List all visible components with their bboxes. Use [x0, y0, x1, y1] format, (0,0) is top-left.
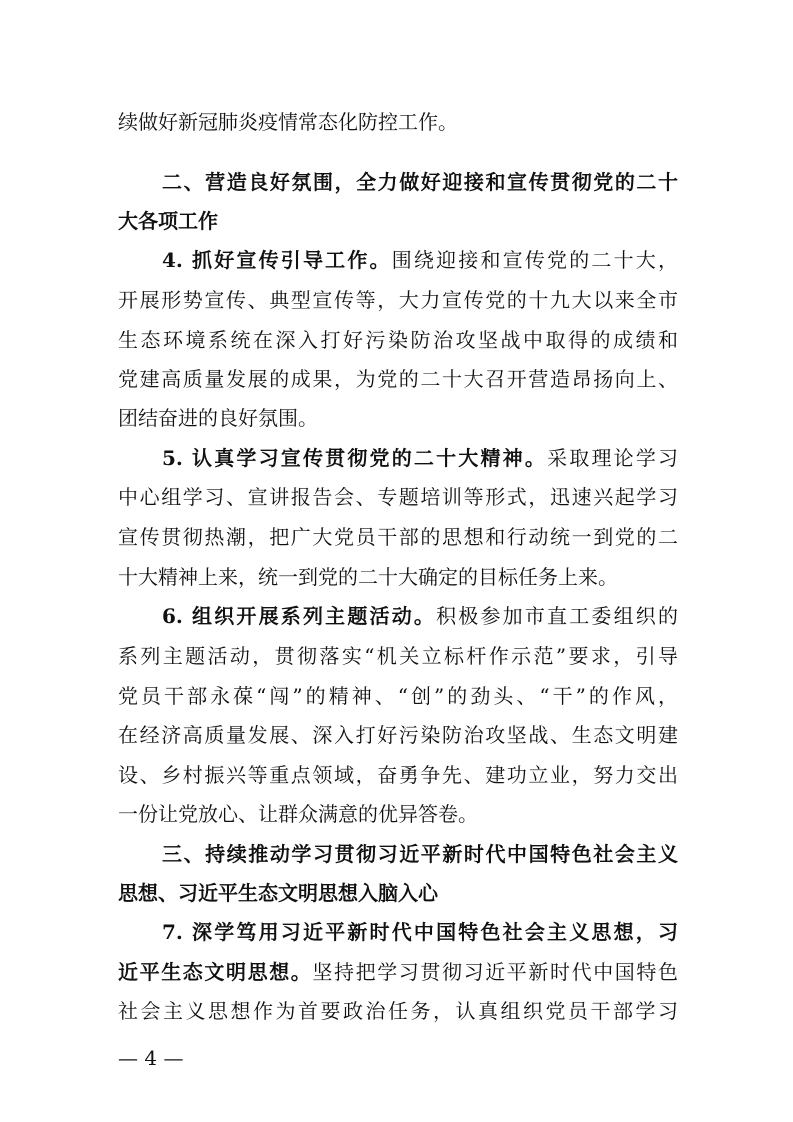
body-text: 续做好新冠肺炎疫情常态化防控工作。	[118, 110, 458, 134]
body-text: 党建高质量发展的成果，为党的二十大召开营造昂扬向上、	[118, 367, 678, 391]
item-7-line-3	[118, 999, 678, 1023]
item-7-lead-end: 近平生态文明思想。	[118, 960, 313, 984]
item-4-line-3	[118, 328, 678, 352]
item-4-lead: 4. 抓好宣传引导工作。	[162, 248, 392, 272]
item-5-line-2	[118, 485, 678, 509]
item-5-lead: 5. 认真学习宣传贯彻党的二十大精神。	[162, 446, 548, 470]
item-6-lead: 6. 组织开展系列主题活动。	[162, 604, 437, 628]
section-heading-3-line-2	[118, 881, 678, 905]
body-text: 中心组学习、宣讲报告会、专题培训等形式，迅速兴起学习	[118, 485, 678, 509]
item-4-line-4	[118, 367, 678, 391]
item-6-line-6	[118, 802, 678, 826]
item-4-body-start: 围绕迎接和宣传党的二十大，	[391, 248, 679, 272]
body-text: 宣传贯彻热潮，把广大党员干部的思想和行动统一到党的二	[118, 525, 678, 549]
item-6-line-5	[118, 763, 678, 787]
section-heading-3-line-1	[162, 842, 678, 866]
item-5-line-1	[162, 446, 678, 470]
section-heading-text: 大各项工作	[118, 209, 218, 233]
body-text: 团结奋进的良好氛围。	[118, 406, 318, 430]
item-7-lead: 7. 深学笃用习近平新时代中国特色社会主义思想，习	[162, 920, 678, 944]
section-heading-text: 三、持续推动学习贯彻习近平新时代中国特色社会主义	[162, 842, 678, 866]
item-4-line-1	[162, 248, 678, 272]
body-text: 开展形势宣传、典型宣传等，大力宣传党的十九大以来全市	[118, 288, 678, 312]
item-6-body-start: 积极参加市直工委组织的	[436, 604, 678, 628]
body-text: 党员干部永葆“闯”的精神、“创”的劲头、“干”的作风，	[118, 684, 678, 708]
section-heading-2-line-1	[162, 170, 678, 194]
item-7-body-start: 坚持把学习贯彻习近平新时代中国特色	[312, 960, 679, 984]
body-text: 设、乡村振兴等重点领域，奋勇争先、建功立业，努力交出	[118, 763, 678, 787]
item-5-line-4	[118, 565, 678, 589]
item-6-line-3	[118, 684, 678, 708]
body-text: 十大精神上来，统一到党的二十大确定的目标任务上来。	[118, 565, 618, 589]
paragraph-continuation-line	[118, 110, 678, 134]
page-number	[118, 1046, 183, 1070]
item-5-line-3	[118, 525, 678, 549]
item-6-line-1	[162, 604, 678, 628]
item-4-line-5	[118, 406, 678, 430]
body-text: 一份让党放心、让群众满意的优异答卷。	[118, 802, 478, 826]
section-heading-2-line-2	[118, 209, 678, 233]
section-heading-text: 思想、习近平生态文明思想入脑入心	[118, 881, 438, 905]
body-text: 社会主义思想作为首要政治任务，认真组织党员干部学习	[118, 999, 678, 1023]
item-5-body-start: 采取理论学习	[547, 446, 679, 470]
item-6-line-2	[118, 644, 678, 668]
item-6-line-4	[118, 723, 678, 747]
item-7-line-1	[162, 920, 678, 944]
section-heading-text: 二、营造良好氛围，全力做好迎接和宣传贯彻党的二十	[162, 170, 678, 194]
body-text: 系列主题活动，贯彻落实“机关立标杆作示范”要求，引导	[118, 644, 678, 668]
body-text: 在经济高质量发展、深入打好污染防治攻坚战、生态文明建	[118, 723, 678, 747]
page-number-text: — 4 —	[118, 1046, 184, 1070]
item-4-line-2	[118, 288, 678, 312]
item-7-line-2	[118, 960, 678, 984]
body-text: 生态环境系统在深入打好污染防治攻坚战中取得的成绩和	[118, 328, 678, 352]
